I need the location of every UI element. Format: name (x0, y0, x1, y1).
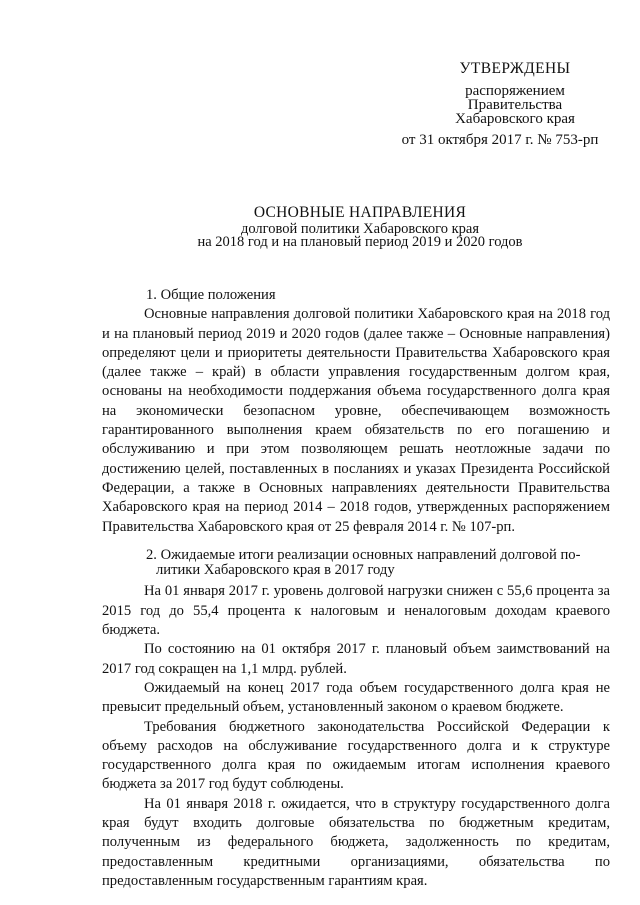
approval-line-1: распоряжением (465, 83, 565, 99)
section-2-paragraph-1: На 01 января 2017 г. уровень долговой нагрузки снижен с 55,6 процента за 2015 год до 55,4 процента к налоговым и неналоговым доходам краевого бюджета. (102, 583, 610, 639)
subtitle-line-1: долговой политики Хабаровского края (240, 221, 480, 237)
section-2-paragraph-3: Ожидаемый на конец 2017 года объем государственного долга края не превысит предельный объем, установленный законом о краевом бюджете. (102, 679, 610, 716)
section-2-paragraph-2: По состоянию на 01 октября 2017 г. плановый объем заимствований на 2017 год сокращен на 1,1 млрд. рублей. (102, 641, 610, 677)
approval-stamp (390, 62, 610, 147)
section-2-heading-continuation: литики Хабаровского края в 2017 году (156, 562, 395, 579)
section-1-paragraph: Основные направления долговой политики Хабаровского края на 2018 год и на плановый период 2019 и 2020 годов (далее также – Основные направления) определяют цели и приоритеты деятельности Правительства Хабаровского края (далее также – край) в области управления государственным долгом края, основаны на необходимости поддержания объема государственного долга края на экономически безопасном уровне, обеспечивающем возможность гарантированного выполнения краем обязательств по его погашению и обслуживанию и при этом позволяющем решать неотложные задачи по достижению целей, поставленных в посланиях и указах Президента Российской Федерации, а также в Основных направлениях деятельности Правительства Хабаровского края на период 2014 – 2018 годов, утвержденных распоряжением Правительства Хабаровского края от 25 февраля 2014 г. № 107-рп. (102, 306, 610, 535)
approval-line-3: Хабаровского края (455, 111, 575, 127)
approval-date: от 31 октября 2017 г. № 753-рп (401, 132, 599, 148)
section-2-heading: 2. Ожидаемые итоги реализации основных направлений долговой по- (146, 546, 581, 563)
section-2-paragraph-4: Требования бюджетного законодательства Российской Федерации к объему расходов на обслуживание государственного долга и к структуре государственного долга края по ожидаемым итогам исполнения краевого бюджета за 2017 год будут соблюдены. (102, 718, 610, 793)
subtitle-line-2: на 2018 год и на плановый период 2019 и 2020 годов (197, 234, 523, 250)
document-body (102, 286, 610, 891)
section-2-paragraph-5: На 01 января 2018 г. ожидается, что в структуру государственного долга края будут входить долговые обязательства по бюджетным кредитам, полученным из федерального бюджета, задолженность по кредитам, предоставленным кредитными организациями, обязательства по предоставленным государственным гарантиям края. (102, 795, 610, 889)
section-1-heading: 1. Общие положения (146, 287, 276, 303)
main-title: ОСНОВНЫЕ НАПРАВЛЕНИЯ (253, 204, 467, 221)
approval-line-2: Правительства (467, 97, 563, 113)
approval-heading: УТВЕРЖДЕНЫ (459, 60, 571, 77)
document-title (100, 206, 620, 249)
